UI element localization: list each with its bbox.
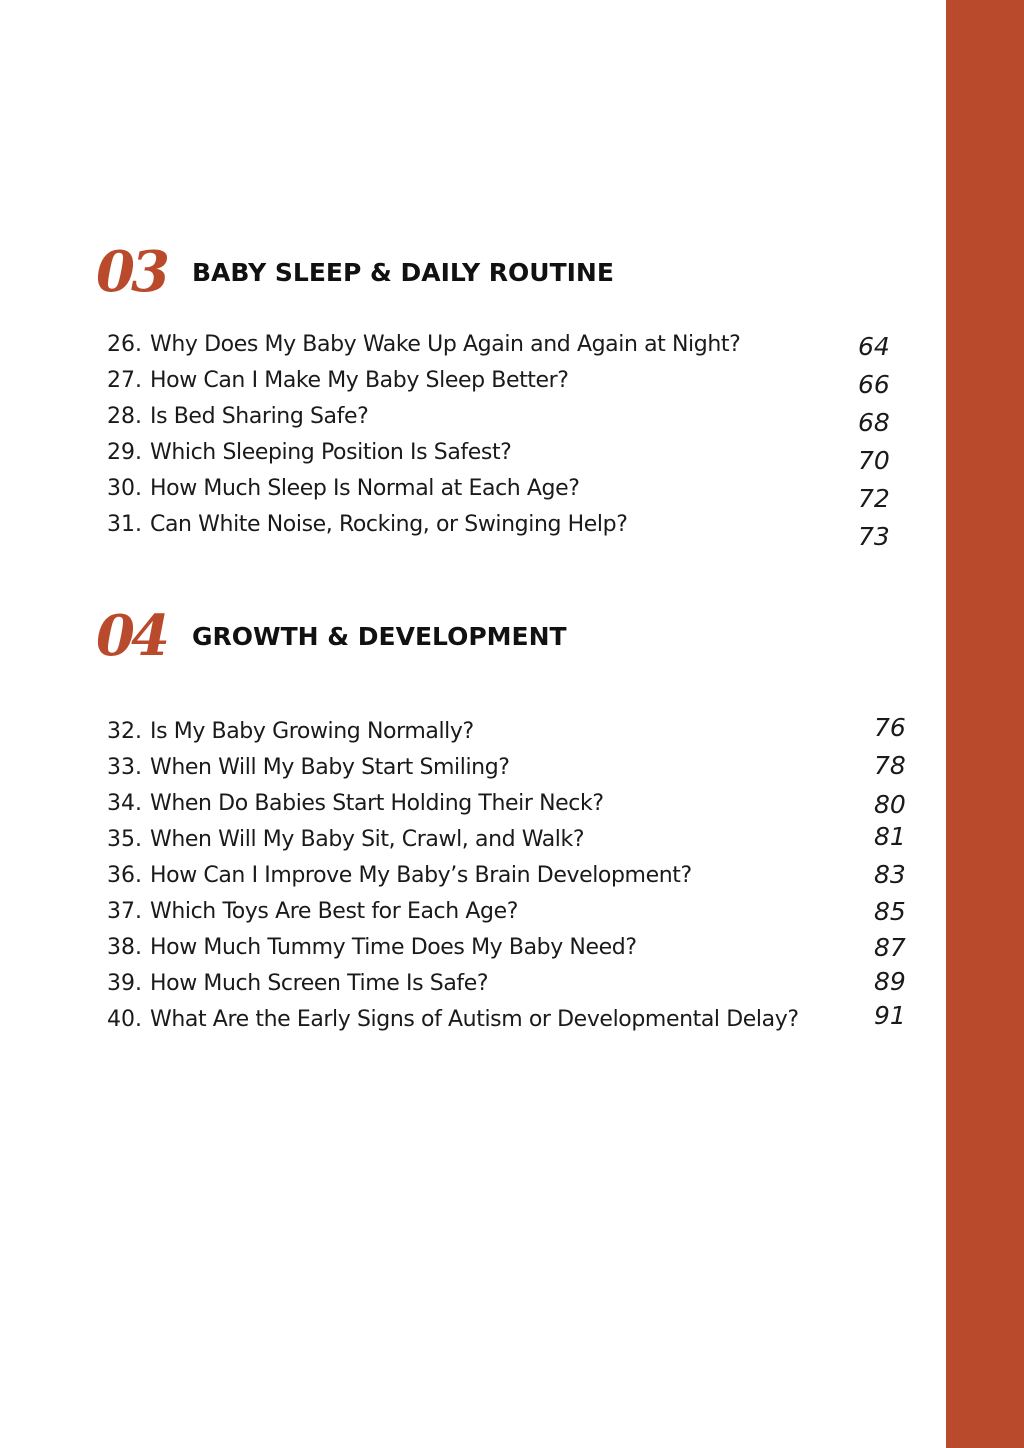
toc-entry[interactable] [0,402,946,436]
toc-entry[interactable] [0,897,946,931]
entry-page-number: 85 [874,897,906,926]
entry-title: Can White Noise, Rocking, or Swinging Help? [150,512,628,537]
entry-number: 40. [107,1007,142,1032]
toc-entry[interactable] [0,366,946,400]
entry-title: When Will My Baby Start Smiling? [150,755,510,780]
entry-title: How Much Screen Time Is Safe? [150,971,489,996]
entry-page-number: 91 [874,1001,906,1030]
section-title: BABY SLEEP & DAILY ROUTINE [192,258,614,287]
entry-title: Is My Baby Growing Normally? [150,719,474,744]
entry-page-number: 80 [874,790,906,819]
entry-title: How Can I Make My Baby Sleep Better? [150,368,569,393]
entry-title: Is Bed Sharing Safe? [150,404,369,429]
toc-entry[interactable] [0,510,946,551]
entry-page-number: 72 [858,484,890,513]
entry-page-number: 73 [858,522,890,551]
entry-number: 27. [107,368,142,393]
toc-entry[interactable] [0,822,946,859]
entry-page-number: 83 [874,860,906,889]
entry-title: Why Does My Baby Wake Up Again and Again at Night? [150,332,741,357]
entry-number: 38. [107,935,142,960]
toc-entry[interactable] [0,713,946,751]
entry-number: 35. [107,827,142,852]
toc-entry[interactable] [0,438,946,475]
entry-page-number: 68 [858,408,890,437]
entry-page-number: 81 [874,822,906,851]
entry-page-number: 64 [858,332,890,361]
entry-number: 29. [107,440,142,465]
entry-page-number: 78 [874,751,906,780]
entry-title: How Can I Improve My Baby’s Brain Development? [150,863,692,888]
entry-title: When Will My Baby Sit, Crawl, and Walk? [150,827,585,852]
section-number: 04 [96,603,166,669]
section-title: GROWTH & DEVELOPMENT [192,622,567,651]
toc-entry[interactable] [0,330,946,364]
entry-title: Which Sleeping Position Is Safest? [150,440,512,465]
entry-title: What Are the Early Signs of Autism or Developmental Delay? [150,1007,799,1032]
entry-title: How Much Tummy Time Does My Baby Need? [150,935,637,960]
entry-page-number: 70 [858,446,890,475]
entry-title: Which Toys Are Best for Each Age? [150,899,519,924]
section-header-03 [96,239,896,305]
toc-entry[interactable] [0,933,946,967]
entry-page-number: 66 [858,370,890,399]
toc-entry[interactable] [0,969,946,1003]
entry-number: 32. [107,719,142,744]
entry-page-number: 87 [874,933,906,962]
entry-number: 31. [107,512,142,537]
toc-entry[interactable] [0,1001,946,1039]
section-header-04 [96,603,896,669]
entry-number: 26. [107,332,142,357]
entry-number: 37. [107,899,142,924]
side-accent-band [946,0,1024,1448]
entry-page-number: 76 [874,713,906,742]
entry-number: 36. [107,863,142,888]
section-number: 03 [96,239,166,305]
entry-page-number: 89 [874,967,906,996]
entry-title: How Much Sleep Is Normal at Each Age? [150,476,580,501]
entry-number: 33. [107,755,142,780]
toc-entry[interactable] [0,753,946,787]
entry-number: 30. [107,476,142,501]
entry-number: 39. [107,971,142,996]
toc-entry[interactable] [0,474,946,513]
toc-entry[interactable] [0,861,946,895]
toc-entry[interactable] [0,789,946,823]
entry-title: When Do Babies Start Holding Their Neck? [150,791,604,816]
entry-number: 28. [107,404,142,429]
entry-number: 34. [107,791,142,816]
